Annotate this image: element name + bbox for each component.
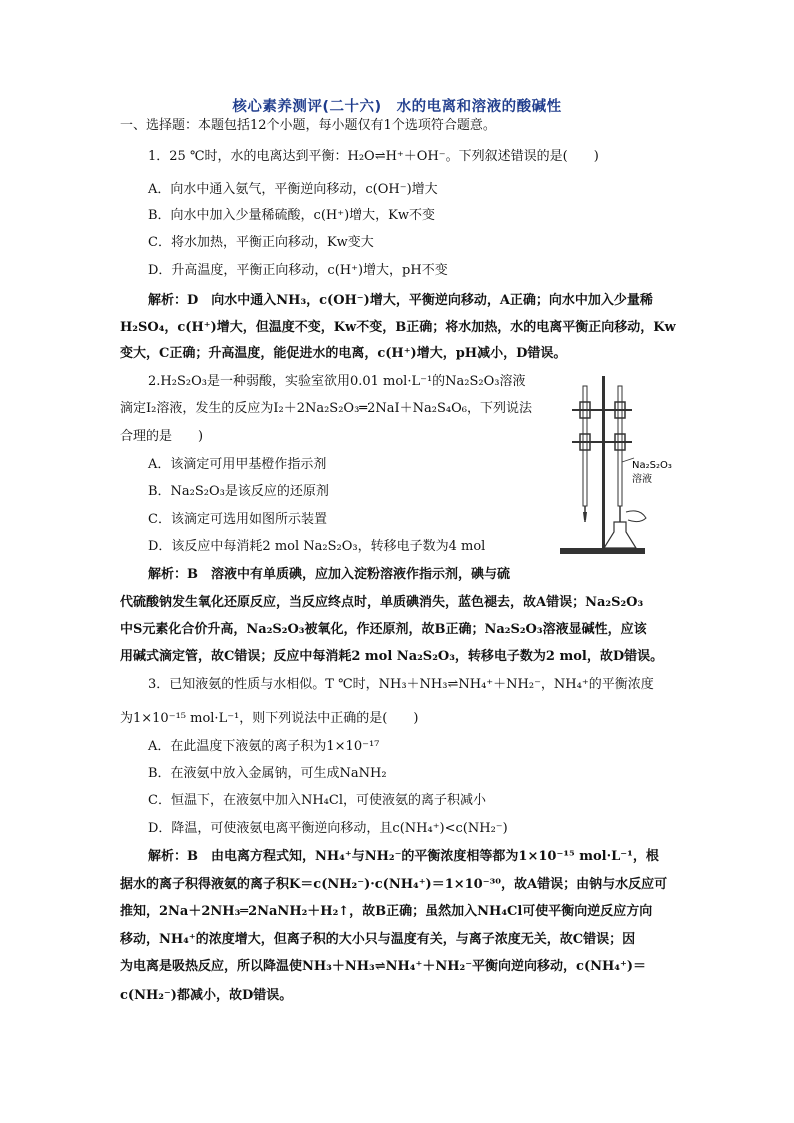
- q2-analysis-line: 用碱式滴定管，故C错误；反应中每消耗2 mol Na₂S₂O₃，转移电子数为2 mol，故D错误。: [120, 649, 664, 664]
- q2-stem-line: 2.H₂S₂O₃是一种弱酸，实验室欲用0.01 mol·L⁻¹的Na₂S₂O₃溶液: [148, 374, 526, 389]
- figure-label-reagent: Na₂S₂O₃: [632, 460, 672, 471]
- q2-analysis-line: 中S元素化合价升高，Na₂S₂O₃被氧化，作还原剂，故B正确；Na₂S₂O₃溶液显碱性，应该: [120, 622, 647, 637]
- q2-option-c: C．该滴定可选用如图所示装置: [148, 512, 327, 527]
- q1-analysis-line: 解析：D 向水中通入NH₃，c(OH⁻)增大，平衡逆向移动，A正确；向水中加入少量稀: [148, 293, 653, 308]
- q2-option-b: B．Na₂S₂O₃是该反应的还原剂: [148, 484, 329, 499]
- q2-analysis-line: 代硫酸钠发生氧化还原反应，当反应终点时，单质碘消失，蓝色褪去，故A错误；Na₂S₂O₃: [120, 595, 644, 610]
- q2-stem-line: 滴定I₂溶液，发生的反应为I₂＋2Na₂S₂O₃═2NaI＋Na₂S₄O₆，下列说法: [120, 401, 532, 416]
- q1-analysis-line: H₂SO₄，c(H⁺)增大，但温度不变，Kw不变，B正确；将水加热，水的电离平衡正向移动，Kw: [120, 320, 676, 335]
- q3-stem-line: 3．已知液氨的性质与水相似。T ℃时，NH₃＋NH₃⇌NH₄⁺＋NH₂⁻，NH₄⁺的平衡浓度: [148, 677, 654, 692]
- q3-analysis-line: 为电离是吸热反应，所以降温使NH₃＋NH₃⇌NH₄⁺＋NH₂⁻平衡向逆向移动，c(NH₄⁺)＝: [120, 959, 646, 974]
- section-heading: 一、选择题：本题包括12个小题，每小题仅有1个选项符合题意。: [120, 118, 496, 133]
- q1-option-b: B．向水中加入少量稀硫酸，c(H⁺)增大，Kw不变: [148, 208, 436, 223]
- q3-analysis-line: 移动，NH₄⁺的浓度增大，但离子积的大小只与温度有关，与离子浓度无关，故C错误；因: [120, 932, 636, 947]
- page-title: 核心素养测评(二十六) 水的电离和溶液的酸碱性: [232, 99, 562, 115]
- titration-apparatus-figure: [552, 372, 682, 562]
- q1-stem: 1．25 ℃时，水的电离达到平衡：H₂O⇌H⁺＋OH⁻。下列叙述错误的是( ): [148, 149, 599, 164]
- q3-option-a: A．在此温度下液氨的离子积为1×10⁻¹⁷: [148, 739, 380, 754]
- q3-analysis-line: 推知，2Na＋2NH₃═2NaNH₂＋H₂↑，故B正确；虽然加入NH₄Cl可使平衡向逆反应方向: [120, 904, 653, 919]
- q3-analysis-line: c(NH₂⁻)都减小，故D错误。: [120, 988, 293, 1003]
- q1-option-c: C．将水加热，平衡正向移动，Kw变大: [148, 235, 374, 250]
- q3-option-c: C．恒温下，在液氨中加入NH₄Cl，可使液氨的离子积减小: [148, 793, 486, 808]
- q1-option-d: D．升高温度，平衡正向移动，c(H⁺)增大，pH不变: [148, 263, 448, 278]
- q3-option-d: D．降温，可使液氨电离平衡逆向移动，且c(NH₄⁺)<c(NH₂⁻): [148, 821, 508, 836]
- q2-stem-line: 合理的是 ): [120, 429, 204, 444]
- q3-analysis-line: 据水的离子积得液氨的离子积K＝c(NH₂⁻)·c(NH₄⁺)＝1×10⁻³⁰，故A错误；由钠与水反应可: [120, 877, 668, 892]
- q1-option-a: A．向水中通入氨气，平衡逆向移动，c(OH⁻)增大: [148, 182, 438, 197]
- q1-analysis-line: 变大，C正确；升高温度，能促进水的电离，c(H⁺)增大，pH减小，D错误。: [120, 346, 567, 361]
- figure-label-solution: 溶液: [632, 474, 652, 485]
- q2-analysis-line: 解析：B 溶液中有单质碘，应加入淀粉溶液作指示剂，碘与硫: [148, 567, 510, 582]
- q2-option-d: D．该反应中每消耗2 mol Na₂S₂O₃，转移电子数为4 mol: [148, 539, 486, 554]
- q3-option-b: B．在液氨中放入金属钠，可生成NaNH₂: [148, 766, 387, 781]
- q3-analysis-line: 解析：B 由电离方程式知，NH₄⁺与NH₂⁻的平衡浓度相等都为1×10⁻¹⁵ mol·L⁻¹，根: [148, 849, 659, 864]
- q2-option-a: A．该滴定可用甲基橙作指示剂: [148, 457, 327, 472]
- q3-stem-line: 为1×10⁻¹⁵ mol·L⁻¹，则下列说法中正确的是( ): [120, 711, 419, 726]
